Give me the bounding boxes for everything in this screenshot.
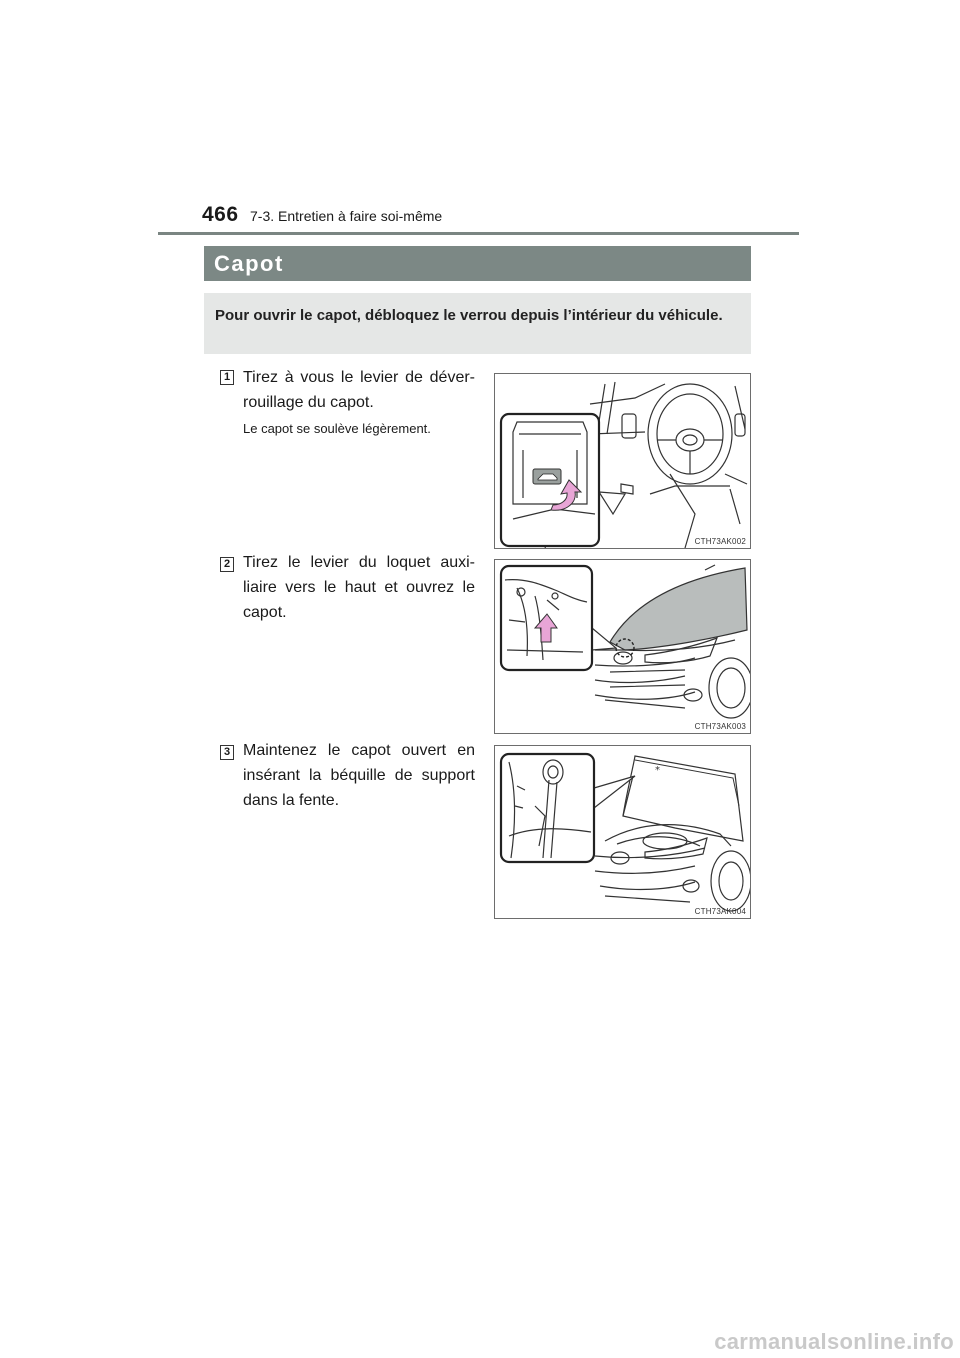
support-rod-illustration (495, 746, 750, 918)
figure-hood-release-lever (494, 373, 751, 549)
svg-text:*: * (655, 765, 660, 776)
step-1-number: 1 (220, 370, 234, 385)
figure-3-code: CTH73AK004 (694, 907, 746, 916)
intro-text: Pour ouvrir le capot, débloquez le verrou depuis l’intérieur du véhicule. (204, 293, 751, 354)
hood-release-illustration (495, 374, 750, 548)
step-3-number: 3 (220, 745, 234, 760)
page-number: 466 (202, 203, 239, 226)
figure-auxiliary-latch (494, 559, 751, 734)
auxiliary-latch-illustration (495, 560, 750, 733)
step-1-note: Le capot se soulève légèrement. (243, 421, 431, 436)
section-title: Capot (204, 246, 751, 281)
figure-support-rod (494, 745, 751, 919)
header-rule (158, 232, 799, 235)
running-header: 7-3. Entretien à faire soi-même (250, 208, 443, 224)
step-2-number: 2 (220, 557, 234, 572)
figure-2-code: CTH73AK003 (694, 722, 746, 731)
watermark: carmanualsonline.info (714, 1329, 954, 1354)
step-2-text: Tirez le levier du loquet auxiliaire vers le haut et ouvrez le capot. (243, 554, 475, 621)
step-3-text: Maintenez le capot ouvert en insérant la béquille de support dans la fente. (243, 742, 475, 809)
figure-1-code: CTH73AK002 (694, 537, 746, 546)
hood-release-lever-icon (533, 469, 561, 484)
step-1-text: Tirez à vous le levier de déverrouillage du capot. (243, 369, 475, 411)
